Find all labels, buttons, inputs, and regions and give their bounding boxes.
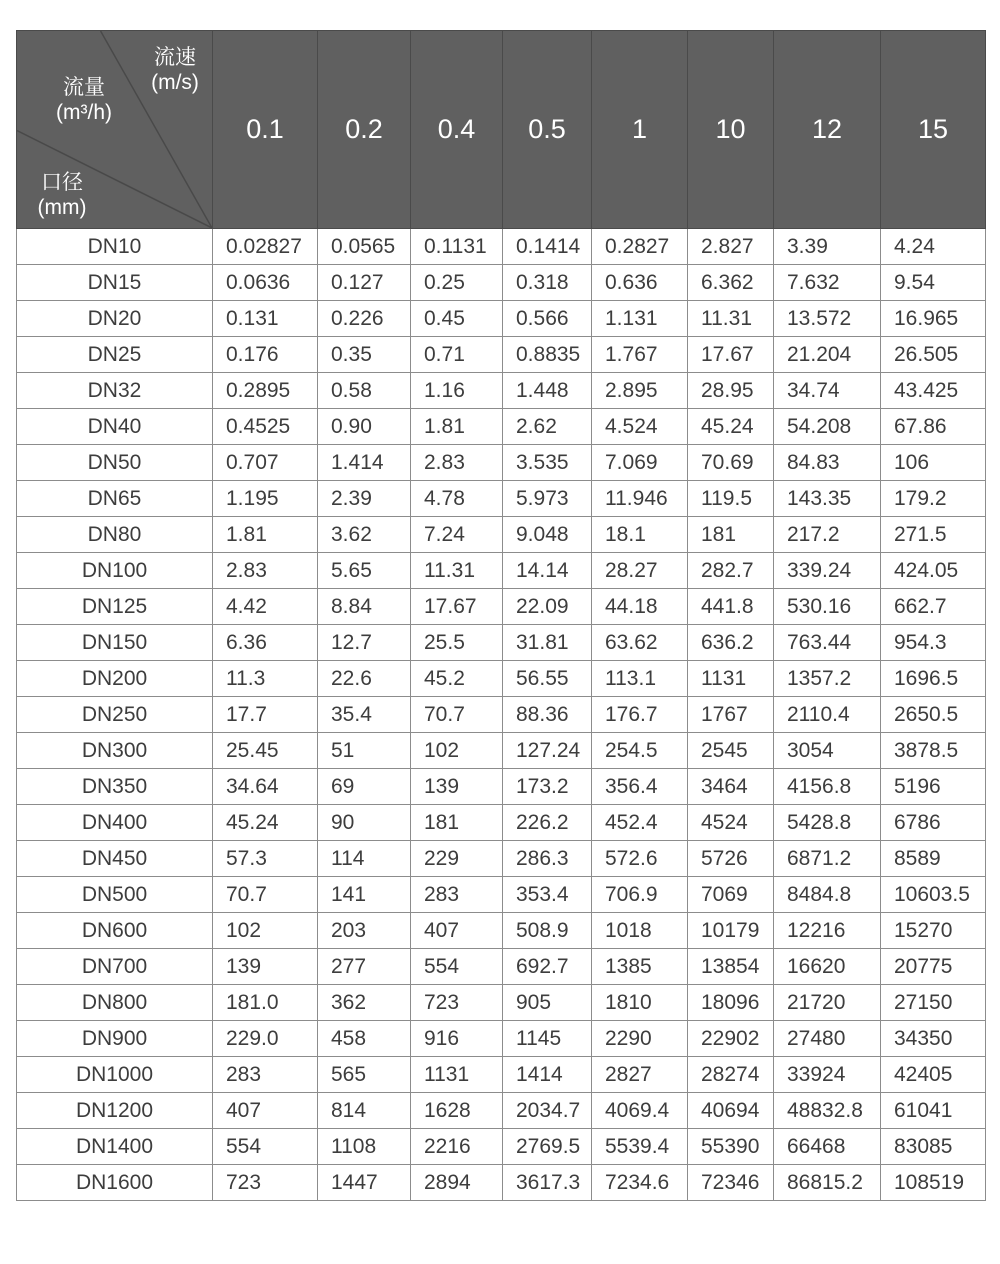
- flow-value-cell: 0.636: [592, 265, 688, 301]
- table-row: [17, 805, 986, 841]
- flow-value-cell: 31.81: [503, 625, 592, 661]
- flow-value-cell: 3.535: [503, 445, 592, 481]
- flow-value-cell: 5.65: [318, 553, 411, 589]
- flow-value-cell: 12216: [774, 913, 881, 949]
- flow-value-cell: 0.4525: [213, 409, 318, 445]
- flow-value-cell: 5726: [688, 841, 774, 877]
- flow-value-cell: 25.5: [411, 625, 503, 661]
- flow-value-cell: 4.524: [592, 409, 688, 445]
- flow-value-cell: 1357.2: [774, 661, 881, 697]
- flow-value-cell: 0.25: [411, 265, 503, 301]
- flow-value-cell: 84.83: [774, 445, 881, 481]
- flow-value-cell: 45.24: [688, 409, 774, 445]
- flow-value-cell: 34.64: [213, 769, 318, 805]
- flow-label: 流量: [63, 76, 105, 99]
- flow-value-cell: 0.2827: [592, 229, 688, 265]
- flow-value-cell: 0.707: [213, 445, 318, 481]
- flow-value-cell: 1447: [318, 1165, 411, 1201]
- flow-value-cell: 283: [411, 877, 503, 913]
- corner-header-cell: [17, 31, 213, 229]
- flow-value-cell: 229: [411, 841, 503, 877]
- flow-value-cell: 21.204: [774, 337, 881, 373]
- diameter-cell: DN1600: [17, 1165, 213, 1201]
- flow-value-cell: 407: [213, 1093, 318, 1129]
- flow-value-cell: 176.7: [592, 697, 688, 733]
- table-row: [17, 265, 986, 301]
- table-row: [17, 589, 986, 625]
- flow-value-cell: 10179: [688, 913, 774, 949]
- flow-value-cell: 22.6: [318, 661, 411, 697]
- table-row: [17, 373, 986, 409]
- diameter-cell: DN800: [17, 985, 213, 1021]
- table-row: [17, 229, 986, 265]
- flow-value-cell: 916: [411, 1021, 503, 1057]
- flow-value-cell: 362: [318, 985, 411, 1021]
- corner-label-velocity: [139, 45, 211, 95]
- flow-value-cell: 3878.5: [881, 733, 986, 769]
- flow-value-cell: 35.4: [318, 697, 411, 733]
- velocity-column-header: 0.1: [213, 31, 318, 229]
- diameter-cell: DN15: [17, 265, 213, 301]
- flow-value-cell: 2.895: [592, 373, 688, 409]
- flow-value-cell: 0.1414: [503, 229, 592, 265]
- flow-value-cell: 1.16: [411, 373, 503, 409]
- flow-value-cell: 203: [318, 913, 411, 949]
- flow-value-cell: 114: [318, 841, 411, 877]
- flow-value-cell: 66468: [774, 1129, 881, 1165]
- flow-value-cell: 3054: [774, 733, 881, 769]
- table-row: [17, 337, 986, 373]
- flow-value-cell: 181: [411, 805, 503, 841]
- flow-value-cell: 4069.4: [592, 1093, 688, 1129]
- table-row: [17, 301, 986, 337]
- flow-value-cell: 1.414: [318, 445, 411, 481]
- table-row: [17, 517, 986, 553]
- flow-value-cell: 0.02827: [213, 229, 318, 265]
- flow-value-cell: 356.4: [592, 769, 688, 805]
- diameter-unit: (mm): [37, 196, 87, 219]
- flow-value-cell: 67.86: [881, 409, 986, 445]
- flow-value-cell: 12.7: [318, 625, 411, 661]
- table-body: [17, 229, 986, 1201]
- table-row: [17, 697, 986, 733]
- flow-value-cell: 2.62: [503, 409, 592, 445]
- flow-value-cell: 17.7: [213, 697, 318, 733]
- flow-value-cell: 90: [318, 805, 411, 841]
- diameter-cell: DN350: [17, 769, 213, 805]
- flow-value-cell: 0.0636: [213, 265, 318, 301]
- flow-value-cell: 15270: [881, 913, 986, 949]
- flow-value-cell: 217.2: [774, 517, 881, 553]
- flow-value-cell: 2.39: [318, 481, 411, 517]
- diameter-cell: DN10: [17, 229, 213, 265]
- flow-value-cell: 286.3: [503, 841, 592, 877]
- flow-value-cell: 21720: [774, 985, 881, 1021]
- flow-value-cell: 5428.8: [774, 805, 881, 841]
- flow-value-cell: 508.9: [503, 913, 592, 949]
- flow-value-cell: 572.6: [592, 841, 688, 877]
- flow-value-cell: 25.45: [213, 733, 318, 769]
- diameter-cell: DN700: [17, 949, 213, 985]
- flow-value-cell: 1.448: [503, 373, 592, 409]
- table-row: [17, 877, 986, 913]
- flow-value-cell: 17.67: [411, 589, 503, 625]
- flow-value-cell: 6786: [881, 805, 986, 841]
- flow-value-cell: 530.16: [774, 589, 881, 625]
- flow-value-cell: 28.27: [592, 553, 688, 589]
- table-row: [17, 445, 986, 481]
- flow-value-cell: 3464: [688, 769, 774, 805]
- diameter-label: 口径: [41, 171, 83, 194]
- table-row: [17, 481, 986, 517]
- flow-value-cell: 271.5: [881, 517, 986, 553]
- velocity-column-header: 12: [774, 31, 881, 229]
- flow-value-cell: 0.8835: [503, 337, 592, 373]
- flow-value-cell: 7234.6: [592, 1165, 688, 1201]
- flow-value-cell: 407: [411, 913, 503, 949]
- flow-value-cell: 554: [411, 949, 503, 985]
- flow-value-cell: 88.36: [503, 697, 592, 733]
- table-row: [17, 553, 986, 589]
- flow-value-cell: 0.58: [318, 373, 411, 409]
- flow-value-cell: 6.36: [213, 625, 318, 661]
- flow-value-cell: 662.7: [881, 589, 986, 625]
- flow-value-cell: 44.18: [592, 589, 688, 625]
- flow-value-cell: 2216: [411, 1129, 503, 1165]
- flow-value-cell: 127.24: [503, 733, 592, 769]
- flow-value-cell: 57.3: [213, 841, 318, 877]
- flow-value-cell: 5539.4: [592, 1129, 688, 1165]
- velocity-column-header: 1: [592, 31, 688, 229]
- velocity-column-header: 15: [881, 31, 986, 229]
- flow-value-cell: 45.2: [411, 661, 503, 697]
- flow-value-cell: 11.946: [592, 481, 688, 517]
- flow-value-cell: 2650.5: [881, 697, 986, 733]
- diameter-cell: DN40: [17, 409, 213, 445]
- flow-value-cell: 83085: [881, 1129, 986, 1165]
- flow-value-cell: 0.566: [503, 301, 592, 337]
- flow-value-cell: 283: [213, 1057, 318, 1093]
- flow-value-cell: 143.35: [774, 481, 881, 517]
- flow-value-cell: 0.1131: [411, 229, 503, 265]
- flow-value-cell: 63.62: [592, 625, 688, 661]
- diameter-cell: DN20: [17, 301, 213, 337]
- flow-value-cell: 181.0: [213, 985, 318, 1021]
- diameter-cell: DN80: [17, 517, 213, 553]
- table-row: [17, 1165, 986, 1201]
- flow-value-cell: 763.44: [774, 625, 881, 661]
- flow-value-cell: 4.78: [411, 481, 503, 517]
- flow-value-cell: 0.90: [318, 409, 411, 445]
- flow-value-cell: 2110.4: [774, 697, 881, 733]
- flow-value-cell: 42405: [881, 1057, 986, 1093]
- table-row: [17, 625, 986, 661]
- flow-value-cell: 179.2: [881, 481, 986, 517]
- diameter-cell: DN200: [17, 661, 213, 697]
- diameter-cell: DN600: [17, 913, 213, 949]
- velocity-column-header: 10: [688, 31, 774, 229]
- flow-value-cell: 2.827: [688, 229, 774, 265]
- header-row: [17, 31, 986, 229]
- flow-value-cell: 226.2: [503, 805, 592, 841]
- flow-value-cell: 20775: [881, 949, 986, 985]
- flow-value-cell: 229.0: [213, 1021, 318, 1057]
- flow-unit: (m³/h): [56, 101, 112, 124]
- flow-value-cell: 452.4: [592, 805, 688, 841]
- flow-value-cell: 4.42: [213, 589, 318, 625]
- flow-value-cell: 554: [213, 1129, 318, 1165]
- table-row: [17, 841, 986, 877]
- flow-value-cell: 1108: [318, 1129, 411, 1165]
- table-row: [17, 409, 986, 445]
- flow-value-cell: 5196: [881, 769, 986, 805]
- table-row: [17, 1093, 986, 1129]
- flow-value-cell: 34350: [881, 1021, 986, 1057]
- flow-value-cell: 22.09: [503, 589, 592, 625]
- flow-value-cell: 102: [411, 733, 503, 769]
- flow-value-cell: 28274: [688, 1057, 774, 1093]
- velocity-unit: (m/s): [151, 71, 199, 94]
- flow-value-cell: 254.5: [592, 733, 688, 769]
- flow-value-cell: 106: [881, 445, 986, 481]
- flow-value-cell: 1.131: [592, 301, 688, 337]
- velocity-column-header: 0.2: [318, 31, 411, 229]
- velocity-label: 流速: [154, 46, 196, 69]
- flow-value-cell: 86815.2: [774, 1165, 881, 1201]
- flow-value-cell: 353.4: [503, 877, 592, 913]
- flow-value-cell: 55390: [688, 1129, 774, 1165]
- diameter-cell: DN500: [17, 877, 213, 913]
- flow-value-cell: 6871.2: [774, 841, 881, 877]
- flow-value-cell: 0.71: [411, 337, 503, 373]
- flow-value-cell: 0.35: [318, 337, 411, 373]
- flow-value-cell: 8589: [881, 841, 986, 877]
- flow-value-cell: 8484.8: [774, 877, 881, 913]
- flow-value-cell: 102: [213, 913, 318, 949]
- flow-value-cell: 1145: [503, 1021, 592, 1057]
- flow-value-cell: 954.3: [881, 625, 986, 661]
- flow-value-cell: 16620: [774, 949, 881, 985]
- diameter-cell: DN1000: [17, 1057, 213, 1093]
- flow-value-cell: 2545: [688, 733, 774, 769]
- flow-value-cell: 61041: [881, 1093, 986, 1129]
- diameter-cell: DN100: [17, 553, 213, 589]
- flow-value-cell: 1.195: [213, 481, 318, 517]
- corner-label-flow: [39, 75, 129, 125]
- flow-value-cell: 51: [318, 733, 411, 769]
- table-row: [17, 1021, 986, 1057]
- flow-value-cell: 1018: [592, 913, 688, 949]
- flow-value-cell: 48832.8: [774, 1093, 881, 1129]
- flow-value-cell: 18096: [688, 985, 774, 1021]
- flow-value-cell: 69: [318, 769, 411, 805]
- diameter-cell: DN900: [17, 1021, 213, 1057]
- flow-value-cell: 0.176: [213, 337, 318, 373]
- flow-value-cell: 0.0565: [318, 229, 411, 265]
- flow-value-cell: 905: [503, 985, 592, 1021]
- flow-value-cell: 706.9: [592, 877, 688, 913]
- diameter-cell: DN32: [17, 373, 213, 409]
- flow-value-cell: 16.965: [881, 301, 986, 337]
- table-row: [17, 661, 986, 697]
- flow-value-cell: 139: [213, 949, 318, 985]
- corner-label-diameter: [22, 170, 102, 220]
- diameter-cell: DN25: [17, 337, 213, 373]
- flow-value-cell: 0.2895: [213, 373, 318, 409]
- flow-value-cell: 26.505: [881, 337, 986, 373]
- flow-value-cell: 45.24: [213, 805, 318, 841]
- flow-value-cell: 4524: [688, 805, 774, 841]
- flow-value-cell: 3.62: [318, 517, 411, 553]
- flow-value-cell: 0.131: [213, 301, 318, 337]
- flow-value-cell: 11.31: [411, 553, 503, 589]
- flow-value-cell: 1767: [688, 697, 774, 733]
- velocity-column-header: 0.5: [503, 31, 592, 229]
- flow-value-cell: 565: [318, 1057, 411, 1093]
- flow-value-cell: 22902: [688, 1021, 774, 1057]
- flow-value-cell: 2827: [592, 1057, 688, 1093]
- flow-value-cell: 28.95: [688, 373, 774, 409]
- table-row: [17, 1129, 986, 1165]
- diameter-cell: DN1400: [17, 1129, 213, 1165]
- flow-value-cell: 181: [688, 517, 774, 553]
- diameter-cell: DN400: [17, 805, 213, 841]
- flow-value-cell: 113.1: [592, 661, 688, 697]
- flow-value-cell: 692.7: [503, 949, 592, 985]
- table-row: [17, 769, 986, 805]
- flow-value-cell: 441.8: [688, 589, 774, 625]
- flow-value-cell: 1414: [503, 1057, 592, 1093]
- flow-value-cell: 2.83: [213, 553, 318, 589]
- table-row: [17, 985, 986, 1021]
- flow-value-cell: 2894: [411, 1165, 503, 1201]
- flow-value-cell: 282.7: [688, 553, 774, 589]
- flow-value-cell: 723: [411, 985, 503, 1021]
- diameter-cell: DN1200: [17, 1093, 213, 1129]
- flow-value-cell: 27480: [774, 1021, 881, 1057]
- flow-value-cell: 13.572: [774, 301, 881, 337]
- flow-value-cell: 13854: [688, 949, 774, 985]
- table-row: [17, 949, 986, 985]
- diameter-cell: DN450: [17, 841, 213, 877]
- flow-value-cell: 56.55: [503, 661, 592, 697]
- flow-value-cell: 18.1: [592, 517, 688, 553]
- flow-value-cell: 70.7: [411, 697, 503, 733]
- flow-value-cell: 17.67: [688, 337, 774, 373]
- flow-value-cell: 1.767: [592, 337, 688, 373]
- velocity-column-header: 0.4: [411, 31, 503, 229]
- table-row: [17, 913, 986, 949]
- flow-value-cell: 108519: [881, 1165, 986, 1201]
- diameter-cell: DN300: [17, 733, 213, 769]
- flow-value-cell: 54.208: [774, 409, 881, 445]
- flow-value-cell: 34.74: [774, 373, 881, 409]
- diameter-cell: DN250: [17, 697, 213, 733]
- flow-value-cell: 1131: [411, 1057, 503, 1093]
- flow-value-cell: 9.048: [503, 517, 592, 553]
- flow-value-cell: 1385: [592, 949, 688, 985]
- flow-value-cell: 72346: [688, 1165, 774, 1201]
- flow-rate-table: [16, 30, 986, 1201]
- flow-value-cell: 14.14: [503, 553, 592, 589]
- flow-value-cell: 10603.5: [881, 877, 986, 913]
- flow-value-cell: 7069: [688, 877, 774, 913]
- flow-value-cell: 141: [318, 877, 411, 913]
- flow-value-cell: 339.24: [774, 553, 881, 589]
- flow-value-cell: 7.24: [411, 517, 503, 553]
- flow-value-cell: 2769.5: [503, 1129, 592, 1165]
- flow-value-cell: 0.127: [318, 265, 411, 301]
- flow-value-cell: 139: [411, 769, 503, 805]
- diameter-cell: DN150: [17, 625, 213, 661]
- flow-value-cell: 2.83: [411, 445, 503, 481]
- flow-value-cell: 723: [213, 1165, 318, 1201]
- flow-value-cell: 1.81: [411, 409, 503, 445]
- flow-value-cell: 8.84: [318, 589, 411, 625]
- flow-value-cell: 6.362: [688, 265, 774, 301]
- flow-value-cell: 3617.3: [503, 1165, 592, 1201]
- flow-value-cell: 3.39: [774, 229, 881, 265]
- flow-value-cell: 1696.5: [881, 661, 986, 697]
- flow-value-cell: 1810: [592, 985, 688, 1021]
- flow-value-cell: 0.318: [503, 265, 592, 301]
- flow-value-cell: 27150: [881, 985, 986, 1021]
- flow-value-cell: 2034.7: [503, 1093, 592, 1129]
- flow-value-cell: 2290: [592, 1021, 688, 1057]
- table-row: [17, 1057, 986, 1093]
- flow-value-cell: 458: [318, 1021, 411, 1057]
- flow-value-cell: 9.54: [881, 265, 986, 301]
- flow-value-cell: 814: [318, 1093, 411, 1129]
- flow-value-cell: 7.069: [592, 445, 688, 481]
- flow-value-cell: 1628: [411, 1093, 503, 1129]
- flow-value-cell: 5.973: [503, 481, 592, 517]
- table-row: [17, 733, 986, 769]
- flow-value-cell: 0.226: [318, 301, 411, 337]
- flow-value-cell: 11.31: [688, 301, 774, 337]
- flow-value-cell: 1131: [688, 661, 774, 697]
- flow-value-cell: 1.81: [213, 517, 318, 553]
- flow-value-cell: 119.5: [688, 481, 774, 517]
- flow-value-cell: 11.3: [213, 661, 318, 697]
- diameter-cell: DN65: [17, 481, 213, 517]
- flow-value-cell: 7.632: [774, 265, 881, 301]
- flow-value-cell: 424.05: [881, 553, 986, 589]
- flow-value-cell: 173.2: [503, 769, 592, 805]
- flow-value-cell: 4.24: [881, 229, 986, 265]
- flow-value-cell: 0.45: [411, 301, 503, 337]
- flow-value-cell: 40694: [688, 1093, 774, 1129]
- flow-value-cell: 277: [318, 949, 411, 985]
- diameter-cell: DN125: [17, 589, 213, 625]
- flow-value-cell: 43.425: [881, 373, 986, 409]
- flow-value-cell: 33924: [774, 1057, 881, 1093]
- table-header: [17, 31, 986, 229]
- flow-value-cell: 70.7: [213, 877, 318, 913]
- flow-value-cell: 4156.8: [774, 769, 881, 805]
- diameter-cell: DN50: [17, 445, 213, 481]
- flow-value-cell: 70.69: [688, 445, 774, 481]
- flow-value-cell: 636.2: [688, 625, 774, 661]
